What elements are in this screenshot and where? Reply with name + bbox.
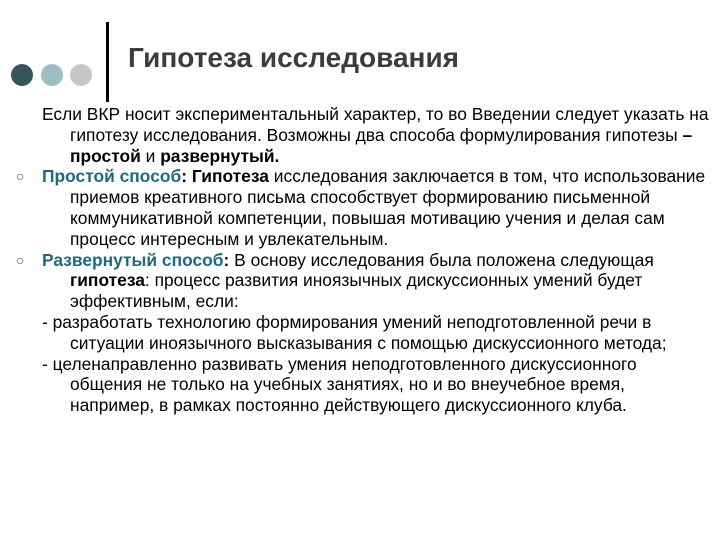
extended-method-paragraph	[16, 249, 712, 312]
intro-text-1: Если ВКР носит экспериментальный характер, то во Введении следует указать на гипотезу исследования. Возможны два способа формулирования гипотезы	[42, 104, 709, 145]
dot-light-icon	[70, 64, 92, 86]
simple-method-label: Простой способ	[42, 166, 182, 187]
extended-method-colon: :	[223, 249, 235, 270]
extended-method-text-2: : процесс развития иноязычных дискуссионных умений будет эффективным, если:	[70, 270, 643, 312]
simple-method-colon: :	[181, 166, 192, 187]
slide-title: Гипотеза исследования	[128, 42, 459, 73]
extended-method-keyword: гипотеза	[70, 270, 145, 291]
dot-dark-icon	[11, 64, 33, 86]
intro-emphasis-extended: развернутый.	[160, 145, 280, 166]
simple-method-keyword: Гипотеза	[191, 166, 269, 187]
intro-paragraph	[42, 104, 712, 166]
simple-method-text: исследования заключается в том, что использование приемов креативного письма способствует формированию письменной коммуникативной компетенции, повышая мотивацию учения и делая сам процесс интересным и увлекательным.	[70, 166, 706, 249]
simple-method-paragraph	[16, 166, 712, 249]
slide-body	[16, 104, 712, 416]
ring-bullet-icon: ○	[16, 168, 25, 185]
intro-emphasis-simple: – простой	[70, 124, 693, 166]
condition-item-1: - разработать технологию формирования умений неподготовленной речи в ситуации иноязычного высказывания с помощью дискуссионного метода;	[42, 311, 667, 353]
extended-method-label: Развернутый способ	[42, 249, 224, 270]
extended-method-text-1: В основу исследования была положена следующая	[234, 249, 654, 270]
intro-text-2: и	[140, 145, 161, 166]
condition-item-2: - целенаправленно развивать умения неподготовленного дискуссионного общения не только на учебных занятиях, но и во внеучебное время, например, в рамках постоянно действующего дискуссионного клуба.	[42, 353, 637, 416]
dot-mid-icon	[41, 64, 63, 86]
title-divider	[106, 22, 109, 102]
ring-bullet-icon: ○	[16, 251, 25, 268]
